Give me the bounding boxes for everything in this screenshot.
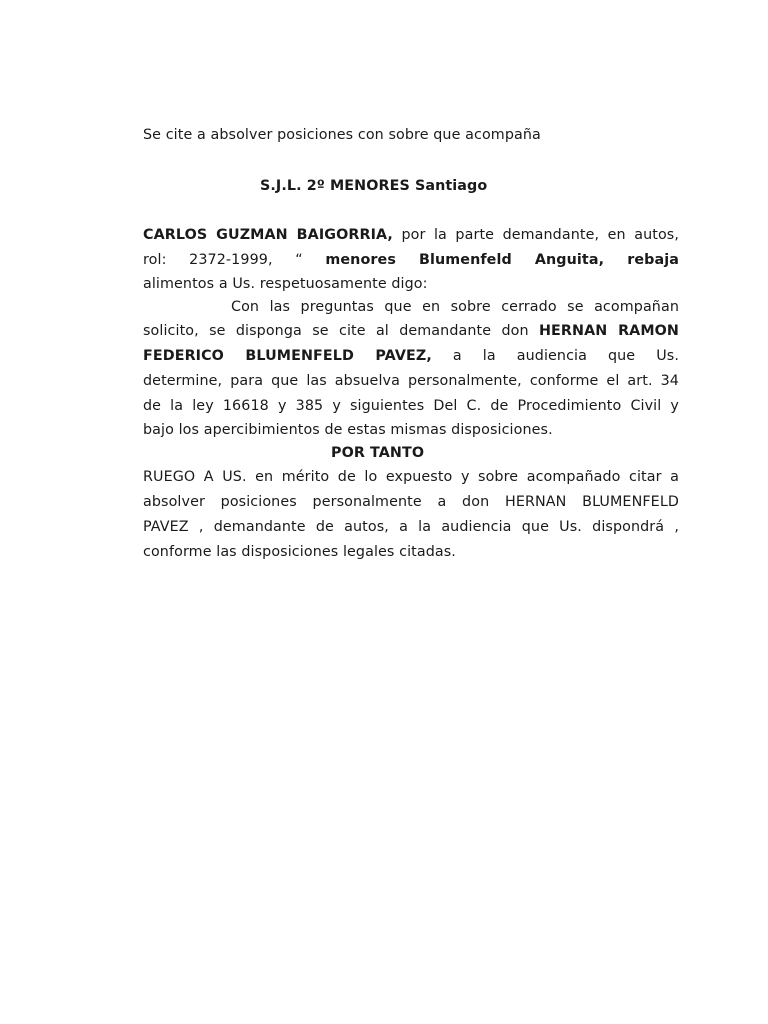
court-heading <box>260 177 487 195</box>
plaintiff-name: CARLOS GUZMAN BAIGORRIA, <box>143 227 393 243</box>
paragraph-3-line-2: absolver posiciones personalmente a don HERNAN BLUMENFELD <box>143 494 679 510</box>
paragraph-3-line-1: RUEGO A US. en mérito de lo expuesto y sobre acompañado citar a <box>143 469 679 485</box>
case-title: menores Blumenfeld Anguita, rebaja <box>325 252 679 268</box>
paragraph-2-line-1-text: Con las preguntas que en sobre cerrado se acompañan <box>231 299 679 315</box>
paragraph-1-line-1 <box>143 226 679 244</box>
paragraph-2-line-6: bajo los apercibimientos de estas mismas disposiciones. <box>143 422 553 438</box>
por-tanto-heading <box>331 444 424 462</box>
subject-line: Se cite a absolver posiciones con sobre que acompaña <box>143 127 541 143</box>
paragraph-1-line-1-rest: por la parte demandante, en autos, <box>392 227 679 243</box>
paragraph-3-line-4: conforme las disposiciones legales citadas. <box>143 544 456 560</box>
paragraph-2-line-1 <box>143 298 679 316</box>
paragraph-2-line-3-rest: a la audiencia que Us. <box>452 348 679 364</box>
paragraph-2-line-4: determine, para que las absuelva personalmente, conforme el art. 34 <box>143 373 679 389</box>
paragraph-2-line-2-text: solicito, se disponga se cite al demandante don <box>143 323 539 339</box>
defendant-name-part-2: FEDERICO BLUMENFELD PAVEZ, <box>143 348 432 364</box>
defendant-name-part-1: HERNAN RAMON <box>538 323 679 339</box>
case-number: rol: 2372-1999, “ <box>143 252 303 268</box>
paragraph-2-line-3 <box>143 347 679 365</box>
paragraph-3-line-3: PAVEZ , demandante de autos, a la audiencia que Us. dispondrá , <box>143 519 679 535</box>
paragraph-1-line-3: alimentos a Us. respetuosamente digo: <box>143 276 428 292</box>
court-heading-text: S.J.L. 2º MENORES Santiago <box>260 178 488 194</box>
por-tanto-text: POR TANTO <box>331 445 425 461</box>
paragraph-2-line-5: de la ley 16618 y 385 y siguientes Del C. de Procedimiento Civil y <box>143 398 679 414</box>
paragraph-1-line-2 <box>143 251 679 269</box>
paragraph-2-line-2 <box>143 322 679 340</box>
